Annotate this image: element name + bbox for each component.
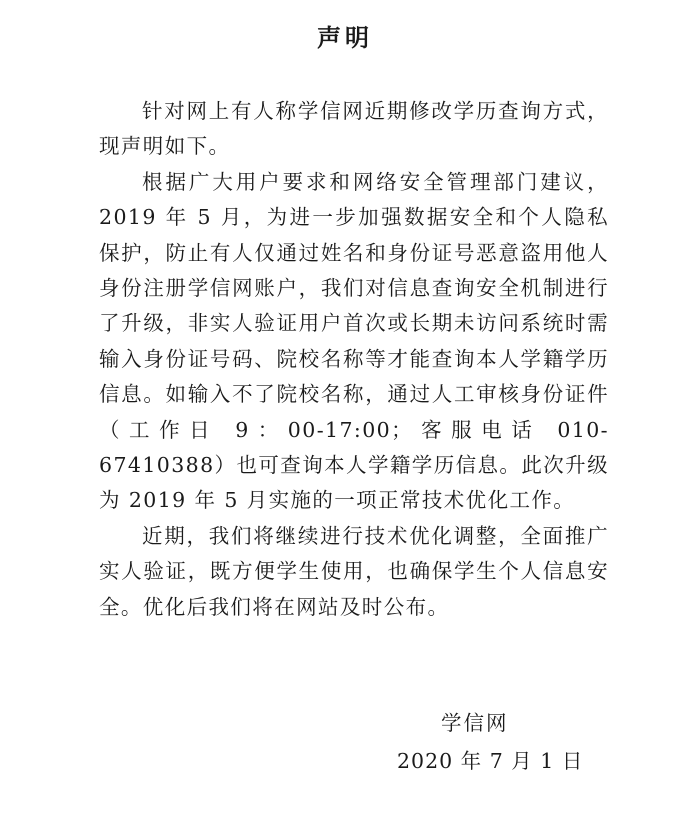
signature-organization: 学信网 bbox=[441, 711, 509, 735]
signature-date: 2020 年 7 月 1 日 bbox=[397, 749, 584, 773]
paragraph-intro: 针对网上有人称学信网近期修改学历查询方式，现声明如下。 bbox=[99, 99, 609, 159]
document-title: 声明 bbox=[317, 23, 373, 52]
paragraph-plans: 近期，我们将继续进行技术优化调整，全面推广实人验证，既方便学生使用，也确保学生个人信息安全。优化后我们将在网站及时公布。 bbox=[99, 523, 609, 619]
document-body bbox=[99, 94, 609, 625]
paragraph-details: 根据广大用户要求和网络安全管理部门建议，2019 年 5 月，为进一步加强数据安全和个人隐私保护，防止有人仅通过姓名和身份证号恶意盗用他人身份注册学信网账户，我们对信息查询安全机制进行了升级，非实人验证用户首次或长期未访问系统时需输入身份证号码、院校名称等才能查询本人学籍学历信息。如输入不了院校名称，通过人工审核身份证件（工作日 9：00-17:00；客服电话 010-67410388）也可查询本人学籍学历信息。此次升级为 2019 年 5 月实施的一项正常技术优化工作。 bbox=[99, 169, 609, 513]
